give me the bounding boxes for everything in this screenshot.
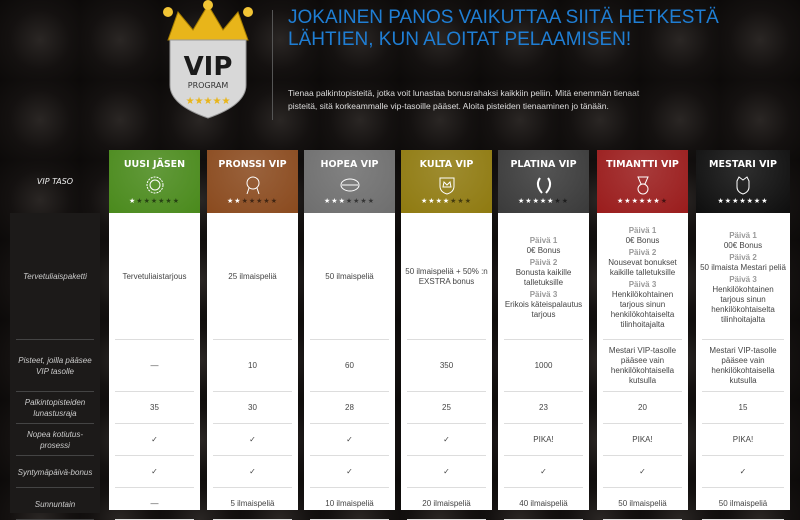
cell-text: ✓ (540, 467, 547, 476)
redeem-limit-cell (109, 392, 200, 424)
points-required-cell (207, 340, 298, 392)
welcome-package-cell (401, 213, 492, 340)
birthday-bonus-cell (498, 456, 589, 488)
cell-text: 40 ilmaispeliä (519, 499, 568, 508)
cell-text: 15 (738, 403, 748, 412)
points-required-cell (109, 340, 200, 392)
fast-withdrawal-cell (401, 424, 492, 456)
points-required-cell (696, 340, 790, 392)
star-rating-icon: ★★★★★★★ (227, 197, 278, 205)
cell-text: 60 (345, 361, 354, 370)
sunday-bonus-cell (401, 488, 492, 520)
row-label-birthday-bonus: Syntymäpäivä-bonus (10, 456, 100, 488)
tier-header (498, 150, 589, 213)
rosette-icon (243, 175, 263, 195)
cell-text: 10 ilmaispeliä (325, 499, 374, 508)
hero (0, 0, 800, 148)
star-rating-icon: ★★★★★★★ (617, 197, 668, 205)
tier-header (109, 150, 200, 213)
cell-text: 30 (248, 403, 257, 412)
tier-column (401, 150, 492, 510)
fast-withdrawal-cell (597, 424, 688, 456)
tier-name: UUSI JÄSEN (123, 159, 186, 170)
cell-text: 23 (539, 403, 548, 412)
row-label-fast-withdrawal: Nopea kotiutus-prosessi (10, 424, 100, 456)
cell-text: ✓ (151, 435, 158, 444)
cell-text: 20 (638, 403, 647, 412)
cell-text: ✓ (249, 435, 256, 444)
day-offer: 0€ Bonus (526, 245, 561, 255)
tier-header (401, 150, 492, 213)
tier-column (207, 150, 298, 510)
row-label-sunday-bonus: Sunnuntain (10, 488, 100, 520)
welcome-package-cell (304, 213, 395, 340)
day-label: Päivä 1 (529, 235, 558, 245)
birthday-bonus-cell (207, 456, 298, 488)
redeem-limit-cell (498, 392, 589, 424)
star-rating-icon: ★★★★★★★ (717, 197, 769, 205)
cell-text: Mestari VIP-tasolle pääsee vain henkilökohtaisella kutsulla (608, 346, 677, 385)
sunday-bonus-cell (696, 488, 790, 520)
fast-withdrawal-cell (207, 424, 298, 456)
badge-vip-text: VIP (183, 52, 233, 82)
badge-program-text: PROGRAM (187, 81, 229, 90)
cell-text: 25 (442, 403, 451, 412)
day-offer: Henkilökohtainen tarjous sinun henkilökohtaiselta tilinhoitajalta (711, 284, 775, 324)
tier-name: TIMANTTI VIP (606, 159, 679, 170)
svg-text:★★★★★: ★★★★★ (185, 96, 231, 107)
day-offer: Henkilökohtainen tarjous sinun henkilökohtaiselta tilinhoitajalta (610, 289, 675, 329)
redeem-limit-cell (696, 392, 790, 424)
star-rating-icon: ★★★★★★★ (324, 197, 375, 205)
day-offer: Erikois käteispalautus tarjous (504, 299, 583, 319)
sunday-bonus-cell (109, 488, 200, 520)
redeem-limit-cell (304, 392, 395, 424)
cell-text: 20 ilmaispeliä (422, 499, 471, 508)
medal-icon (633, 175, 653, 195)
laurel-icon (534, 175, 554, 195)
tier-column (498, 150, 589, 510)
row-label-points-required: Pisteet, joilla pääsee VIP tasolle (10, 340, 100, 392)
redeem-limit-cell (207, 392, 298, 424)
vip-level-label: VIP TASO (36, 177, 74, 186)
ribbon-icon (340, 175, 360, 195)
fast-withdrawal-cell (498, 424, 589, 456)
intro-text: Tienaa palkintopisteitä, jotka voit lunastaa bonusrahaksi kaikkiin peliin. Mitä enemmän tienaat pisteitä, sitä korkeammalle vip-tasoille pääset. Aloita pisteiden tienaaminen jo tänään. (288, 88, 640, 111)
cell-text: ✓ (739, 467, 747, 476)
welcome-package-cell (109, 213, 200, 340)
day-label: Päivä 1 (729, 230, 757, 240)
day-label: Päivä 3 (529, 289, 558, 299)
star-rating-icon: ★★★★★★★ (421, 197, 472, 205)
redeem-limit-cell (401, 392, 492, 424)
cell-text: ✓ (346, 435, 353, 444)
cell-text: 50 ilmaispeliä + 50% :n EXSTRA bonus (405, 266, 488, 286)
tier-header (207, 150, 298, 213)
tier-name: PRONSSI VIP (218, 159, 287, 170)
day-label: Päivä 3 (628, 279, 657, 289)
star-rating-icon: ★★★★★★★ (518, 197, 569, 205)
cell-text: PIKA! (533, 435, 554, 444)
birthday-bonus-cell (304, 456, 395, 488)
welcome-package-cell (498, 213, 589, 340)
fast-withdrawal-cell (109, 424, 200, 456)
fast-withdrawal-cell (696, 424, 790, 456)
row-label-redeem-limit: Palkintopisteiden lunastusraja (10, 392, 100, 424)
cell-text: 35 (150, 403, 159, 412)
cell-text: ✓ (443, 467, 450, 476)
cell-text: — (150, 499, 159, 508)
day-offer: 00€ Bonus (723, 240, 763, 250)
day-offer: 50 ilmaista Mestari peliä (700, 262, 786, 272)
cell-text: ✓ (443, 435, 450, 444)
fast-withdrawal-cell (304, 424, 395, 456)
crown-shield-icon (733, 175, 753, 195)
headline: JOKAINEN PANOS VAIKUTTAA SIITÄ HETKESTÄ LÄHTIEN, KUN ALOITAT PELAAMISEN! (288, 7, 719, 50)
tier-name: PLATINA VIP (510, 159, 577, 170)
tier-column (696, 150, 790, 510)
cell-text: PIKA! (632, 435, 653, 444)
cell-text: Mestari VIP-tasolle pääsee vain henkilökohtaisella kutsulla (709, 346, 777, 385)
hero-divider (272, 10, 273, 120)
cell-text: 10 (248, 361, 257, 370)
welcome-package-cell (207, 213, 298, 340)
birthday-bonus-cell (597, 456, 688, 488)
points-required-cell (401, 340, 492, 392)
tier-name: KULTA VIP (419, 159, 474, 170)
sunday-bonus-cell (207, 488, 298, 520)
tier-header (696, 150, 790, 213)
medal-ring-icon (145, 175, 165, 195)
shield-crown-icon (437, 175, 457, 195)
redeem-limit-cell (597, 392, 688, 424)
day-label: Päivä 1 (628, 225, 657, 235)
birthday-bonus-cell (401, 456, 492, 488)
cell-text: PIKA! (732, 435, 754, 444)
tier-name: MESTARI VIP (709, 159, 777, 170)
tier-header (304, 150, 395, 213)
welcome-package-cell (696, 213, 790, 340)
cell-text: 25 ilmaispeliä (228, 271, 277, 281)
sunday-bonus-cell (304, 488, 395, 520)
day-offer: Bonusta kaikille talletuksille (515, 267, 572, 287)
tier-column (304, 150, 395, 510)
tier-header (597, 150, 688, 213)
points-required-cell (304, 340, 395, 392)
birthday-bonus-cell (696, 456, 790, 488)
cell-text: ✓ (151, 467, 158, 476)
cell-text: 50 ilmaispeliä (618, 499, 667, 508)
sunday-bonus-cell (597, 488, 688, 520)
birthday-bonus-cell (109, 456, 200, 488)
cell-text: — (150, 361, 159, 370)
points-required-cell (498, 340, 589, 392)
day-offer: 0€ Bonus (625, 235, 660, 245)
cell-text: 350 (439, 361, 454, 370)
day-label: Päivä 2 (529, 257, 558, 267)
cell-text: ✓ (249, 467, 256, 476)
cell-text: 28 (345, 403, 354, 412)
sunday-bonus-cell (498, 488, 589, 520)
cell-text: Tervetuliaistarjous (122, 271, 187, 281)
cell-text: 1000 (534, 361, 553, 370)
vip-table (0, 150, 800, 509)
cell-text: ✓ (346, 467, 353, 476)
cell-text: 5 ilmaispeliä (230, 499, 275, 508)
welcome-package-cell (597, 213, 688, 340)
tier-name: HOPEA VIP (320, 159, 379, 170)
vip-program-badge (158, 0, 258, 120)
cell-text: ✓ (639, 467, 646, 476)
points-required-cell (597, 340, 688, 392)
cell-text: 50 ilmaispeliä (325, 271, 374, 281)
day-offer: Nousevat bonukset kaikille talletuksille (608, 257, 677, 277)
row-label-welcome-package: Tervetuliaispaketti (10, 213, 100, 340)
cell-text: 50 ilmaispeliä (718, 499, 768, 508)
tier-column (109, 150, 200, 510)
day-label: Päivä 3 (729, 274, 757, 284)
star-rating-icon: ★★★★★★★ (129, 197, 180, 205)
day-label: Päivä 2 (729, 252, 757, 262)
day-label: Päivä 2 (628, 247, 657, 257)
tier-column (597, 150, 688, 510)
